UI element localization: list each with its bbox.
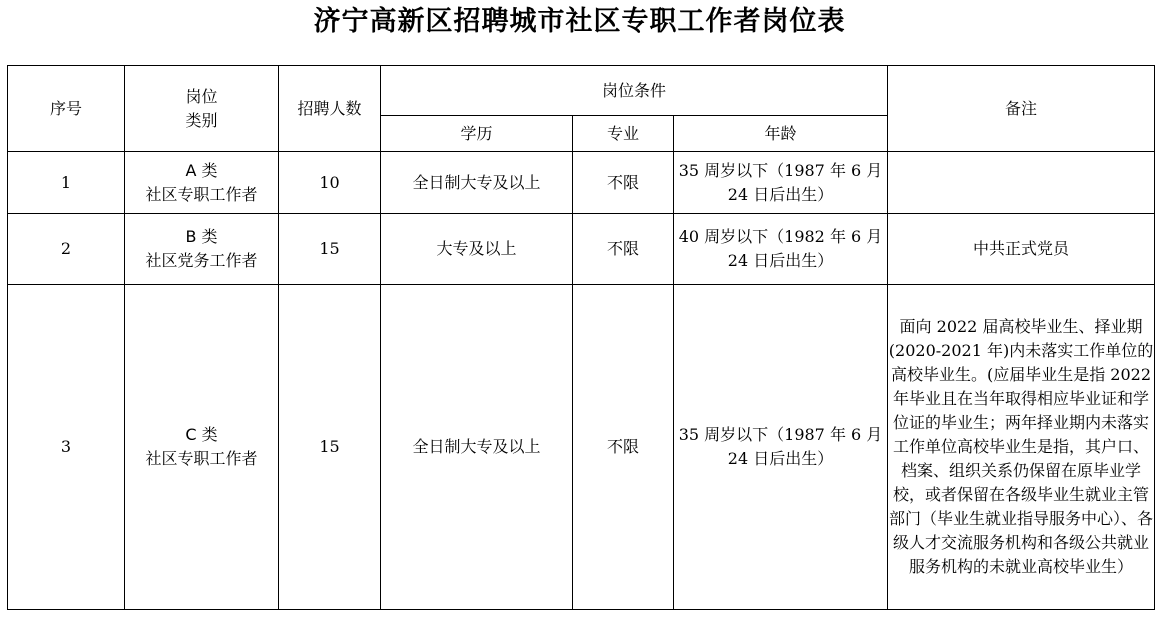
page-title: 济宁高新区招聘城市社区专职工作者岗位表 <box>313 6 846 37</box>
cell-count: 15 <box>279 214 381 285</box>
header-note: 备注 <box>888 66 1155 152</box>
header-conditions: 岗位条件 <box>381 66 888 116</box>
cell-major: 不限 <box>573 214 674 285</box>
header-category-line1: 岗位 <box>185 86 218 106</box>
table-row <box>8 285 1155 610</box>
header-count: 招聘人数 <box>279 66 381 152</box>
cell-education: 大专及以上 <box>381 214 573 285</box>
cell-age-line2: 24 日后出生） <box>727 184 834 204</box>
cell-count: 10 <box>279 152 381 214</box>
cell-note: 面向 2022 届高校毕业生、择业期(2020-2021 年)内未落实工作单位的高校毕业生。(应届毕业生是指 2022 年毕业且在当年取得相应毕业证和学位证的毕业生；两年择业期内未落实工作单位高校毕业生是指，其户口、档案、组织关系仍保留在原毕业学校，或者保留在各级毕业生就业主管部门（毕业生就业指导服务中心）、各级人才交流服务机构和各级公共就业服务机构的未就业高校毕业生） <box>888 285 1155 610</box>
cell-age-line2: 24 日后出生） <box>727 251 834 270</box>
cell-age-line2: 24 日后出生） <box>727 449 834 468</box>
cell-seq: 1 <box>8 152 125 214</box>
cell-age-line1: 35 周岁以下（1987 年 6 月 <box>678 160 883 180</box>
cell-category-line2: 社区专职工作者 <box>145 449 258 468</box>
cell-age-line1: 35 周岁以下（1987 年 6 月 <box>678 425 883 444</box>
cell-count: 15 <box>279 285 381 610</box>
cell-category-line2: 社区专职工作者 <box>145 184 258 204</box>
cell-note <box>888 152 1155 214</box>
cell-category <box>125 152 279 214</box>
table-row <box>8 152 1155 214</box>
cell-category-line1: B 类 <box>185 227 218 246</box>
header-education: 学历 <box>381 116 573 152</box>
header-row-1 <box>8 66 1155 116</box>
cell-category <box>125 214 279 285</box>
cell-category-line1: C 类 <box>185 425 218 444</box>
cell-seq: 3 <box>8 285 125 610</box>
cell-seq: 2 <box>8 214 125 285</box>
cell-category-line2: 社区党务工作者 <box>145 251 258 270</box>
cell-age <box>674 152 888 214</box>
cell-category-line1: A 类 <box>185 160 218 180</box>
cell-note: 中共正式党员 <box>888 214 1155 285</box>
cell-major: 不限 <box>573 152 674 214</box>
cell-education: 全日制大专及以上 <box>381 152 573 214</box>
cell-age <box>674 285 888 610</box>
table-row <box>8 214 1155 285</box>
cell-education: 全日制大专及以上 <box>381 285 573 610</box>
cell-age-line1: 40 周岁以下（1982 年 6 月 <box>678 227 883 246</box>
cell-category <box>125 285 279 610</box>
cell-major: 不限 <box>573 285 674 610</box>
header-seq: 序号 <box>8 66 125 152</box>
cell-age <box>674 214 888 285</box>
header-age: 年龄 <box>674 116 888 152</box>
recruitment-table <box>7 65 1155 610</box>
header-major: 专业 <box>573 116 674 152</box>
header-category <box>125 66 279 152</box>
header-category-line2: 类别 <box>185 110 218 130</box>
